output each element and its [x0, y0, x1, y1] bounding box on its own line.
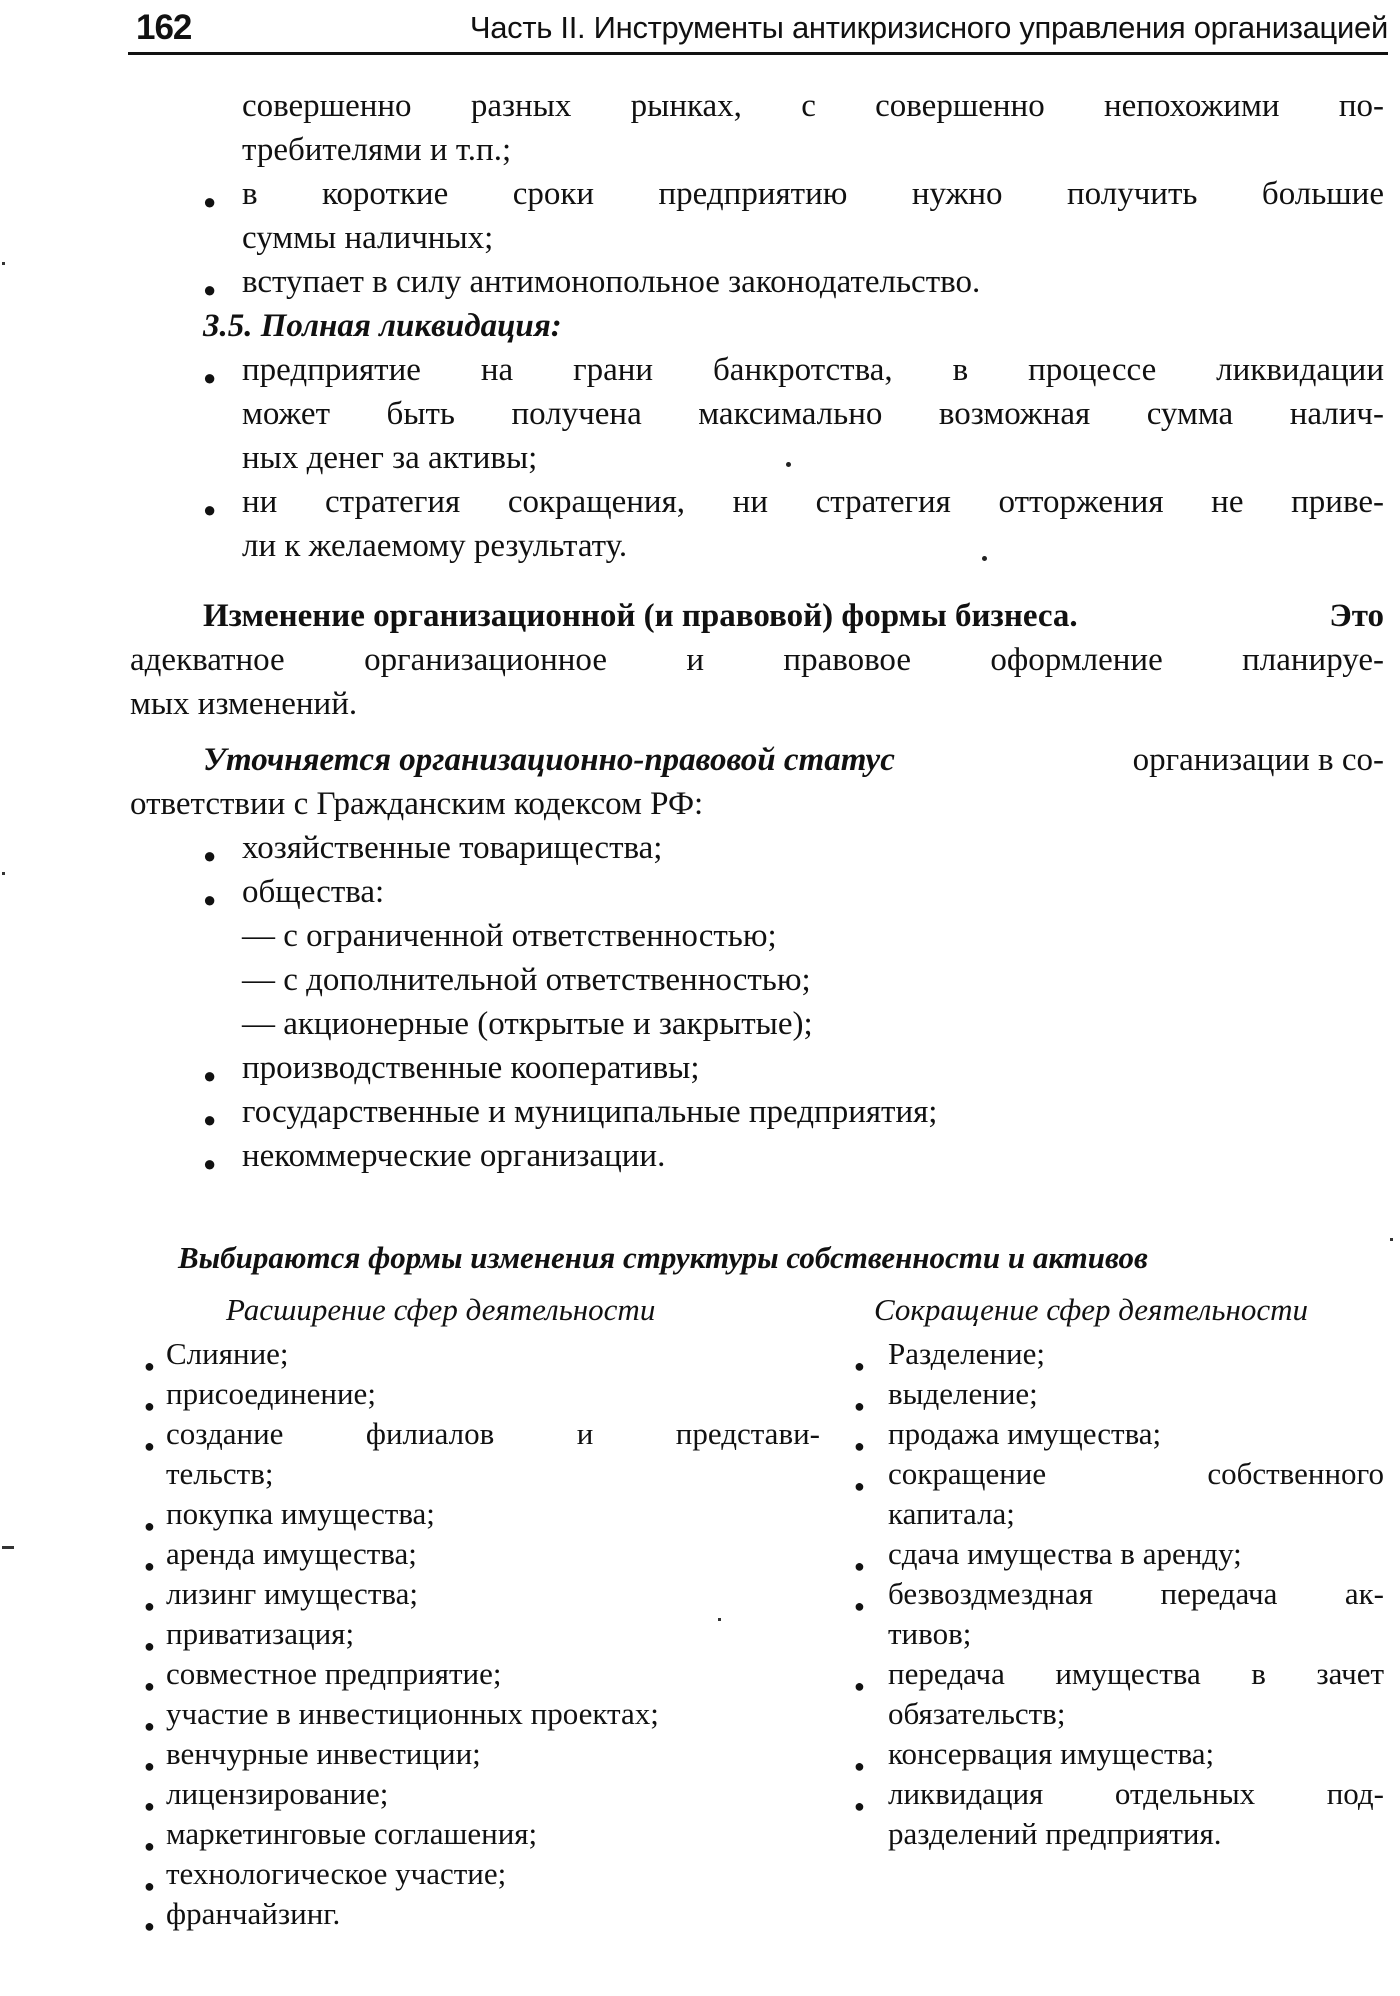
bullet-icon: ● — [144, 1396, 155, 1416]
bullet-icon: ● — [144, 1596, 155, 1616]
page-number: 162 — [136, 8, 192, 47]
list-item: присоединение; — [166, 1376, 376, 1411]
bullet-icon: ● — [203, 1151, 217, 1176]
bullet-icon: ● — [144, 1836, 155, 1856]
list-item: Слияние; — [166, 1336, 289, 1371]
right-column-heading: Сокращение сфер деятельности — [874, 1292, 1308, 1327]
list-item: ликвидация отдельных под- — [888, 1776, 1384, 1811]
text-line: обязательств; — [888, 1696, 1066, 1731]
bullet-icon: ● — [854, 1396, 865, 1416]
bullet-icon: ● — [144, 1756, 155, 1776]
text-line: мых изменений. — [130, 686, 358, 722]
list-item: выделение; — [888, 1376, 1038, 1411]
list-item: сокращение собственного — [888, 1456, 1384, 1491]
text-line: тельств; — [166, 1456, 274, 1491]
section-heading: 3.5. Полная ликвидация: — [203, 308, 562, 344]
bullet-icon: ● — [203, 1063, 217, 1088]
scan-speck — [2, 1546, 14, 1549]
bullet-icon: ● — [203, 843, 217, 868]
running-header — [128, 2, 1388, 55]
bullet-icon: ● — [203, 365, 217, 390]
bullet-icon: ● — [203, 277, 217, 302]
bullet-icon: ● — [144, 1716, 155, 1736]
list-item: франчайзинг. — [166, 1896, 341, 1931]
bullet-icon: ● — [854, 1356, 865, 1376]
list-item: передача имущества в зачет — [888, 1656, 1384, 1691]
text-fragment: Это — [1329, 598, 1384, 634]
text-line: ли к желаемому результату. — [242, 528, 628, 564]
sub-list-item: — с ограниченной ответственностью; — [242, 918, 777, 954]
scan-speck — [2, 872, 5, 875]
list-item: маркетинговые соглашения; — [166, 1816, 538, 1851]
bullet-icon: ● — [144, 1636, 155, 1656]
paragraph-lead: Уточняется организационно-правовой статус — [203, 742, 895, 778]
list-item: государственные и муниципальные предприятия; — [242, 1094, 938, 1130]
bullet-icon: ● — [854, 1676, 865, 1696]
left-column-heading: Расширение сфер деятельности — [226, 1292, 656, 1327]
list-item: лицензирование; — [166, 1776, 389, 1811]
scan-speck — [1390, 1238, 1393, 1241]
bullet-icon: ● — [854, 1796, 865, 1816]
scan-speck — [718, 1618, 721, 1621]
list-item: аренда имущества; — [166, 1536, 417, 1571]
scan-speck — [2, 262, 5, 265]
list-item: совместное предприятие; — [166, 1656, 502, 1691]
text-line: совершенно разных рынках, с совершенно непохожими по- — [242, 88, 1384, 124]
bullet-icon: ● — [144, 1556, 155, 1576]
list-item: вступает в силу антимонопольное законодательство. — [242, 264, 981, 300]
bullet-icon: ● — [203, 1107, 217, 1132]
list-item: предприятие на грани банкротства, в процессе ликвидации — [242, 352, 1384, 388]
list-item: в короткие сроки предприятию нужно получить большие — [242, 176, 1384, 212]
list-item: безвоздмездная передача ак- — [888, 1576, 1384, 1611]
bullet-icon: ● — [854, 1476, 865, 1496]
scan-speck — [982, 556, 987, 561]
paragraph-line — [203, 594, 1384, 638]
text-line: суммы наличных; — [242, 220, 494, 256]
text-fragment: организации в со- — [1132, 742, 1384, 778]
sub-list-item: — акционерные (открытые и закрытые); — [242, 1006, 813, 1042]
list-item: ни стратегия сокращения, ни стратегия отторжения не приве- — [242, 484, 1384, 520]
list-item: хозяйственные товарищества; — [242, 830, 663, 866]
list-item: лизинг имущества; — [166, 1576, 418, 1611]
text-line: разделений предприятия. — [888, 1816, 1222, 1851]
bullet-icon: ● — [854, 1596, 865, 1616]
list-item: приватизация; — [166, 1616, 355, 1651]
text-line: капитала; — [888, 1496, 1015, 1531]
paragraph-line — [203, 738, 1384, 782]
sub-list-item: — с дополнительной ответственностью; — [242, 962, 811, 998]
list-item: консервация имущества; — [888, 1736, 1215, 1771]
list-item: создание филиалов и представи- — [166, 1416, 820, 1451]
list-item: некоммерческие организации. — [242, 1138, 666, 1174]
bullet-icon: ● — [144, 1876, 155, 1896]
list-item: Разделение; — [888, 1336, 1045, 1371]
list-item: общества: — [242, 874, 385, 910]
paragraph-lead: Изменение организационной (и правовой) формы бизнеса. — [203, 598, 1078, 634]
bullet-icon: ● — [144, 1676, 155, 1696]
bullet-icon: ● — [854, 1756, 865, 1776]
list-item: технологическое участие; — [166, 1856, 507, 1891]
bullet-icon: ● — [203, 497, 217, 522]
bullet-icon: ● — [144, 1516, 155, 1536]
text-line: ных денег за активы; — [242, 440, 538, 476]
list-item: продажа имущества; — [888, 1416, 1162, 1451]
bullet-icon: ● — [854, 1436, 865, 1456]
list-item: венчурные инвестиции; — [166, 1736, 481, 1771]
text-line: может быть получена максимально возможная сумма налич- — [242, 396, 1384, 432]
bullet-icon: ● — [144, 1916, 155, 1936]
list-item: производственные кооперативы; — [242, 1050, 700, 1086]
text-line: тивов; — [888, 1616, 972, 1651]
bullet-icon: ● — [144, 1436, 155, 1456]
list-item: покупка имущества; — [166, 1496, 435, 1531]
list-item: сдача имущества в аренду; — [888, 1536, 1242, 1571]
bullet-icon: ● — [854, 1556, 865, 1576]
bullet-icon: ● — [203, 189, 217, 214]
text-line: ответствии с Гражданским кодексом РФ: — [130, 786, 704, 822]
running-title: Часть II. Инструменты антикризисного управления организацией — [469, 10, 1388, 45]
list-item: участие в инвестиционных проектах; — [166, 1696, 659, 1731]
bullet-icon: ● — [203, 887, 217, 912]
scan-speck — [786, 462, 791, 467]
text-line: требителями и т.п.; — [242, 132, 512, 168]
block-title: Выбираются формы изменения структуры собственности и активов — [178, 1240, 1148, 1275]
bullet-icon: ● — [144, 1796, 155, 1816]
bullet-icon: ● — [144, 1356, 155, 1376]
text-line: адекватное организационное и правовое оформление планируе- — [130, 642, 1384, 678]
